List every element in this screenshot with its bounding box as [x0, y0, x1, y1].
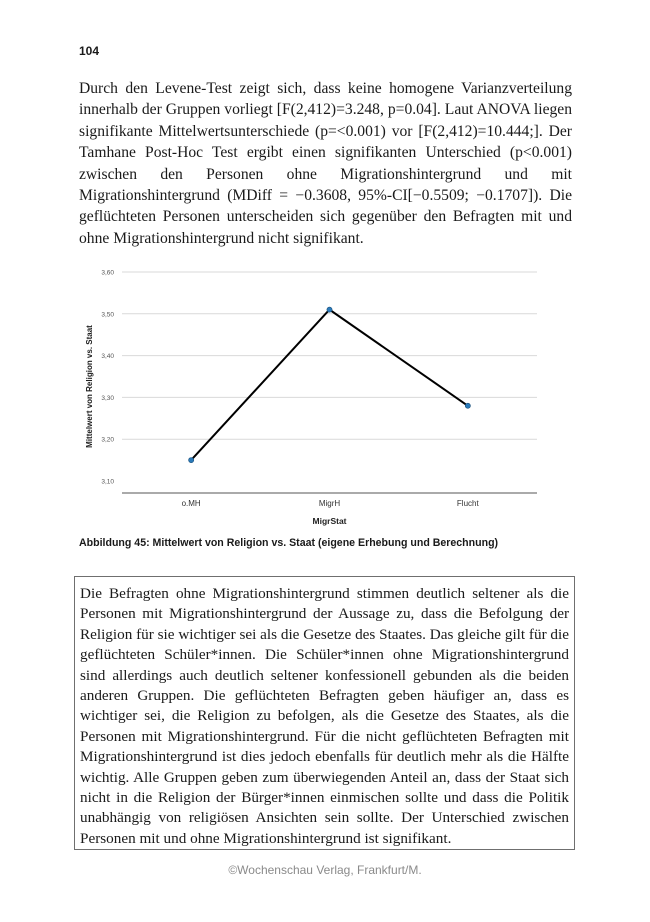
x-tick-label: o.MH: [181, 499, 201, 508]
data-point: [189, 458, 194, 463]
footer-copyright: ©Wochenschau Verlag, Frankfurt/M.: [228, 863, 422, 877]
summary-text: Die Befragten ohne Migrationshintergrund stimmen deutlich seltener als die Personen mit Migrationshintergrund der Aussage zu, dass die Befolgung der Religion für sie wichtiger sei als die Gesetze des Staates. Das gleiche gilt für die geflüchteten Schüler*innen. Die Schüler*innen ohne Migrationshintergrund sind allerdings auch deutlich seltener konfessionell gebunden als die beiden anderen Gruppen. Die geflüchteten Befragten geben häufiger an, dass es wichtiger sei, die Religion zu befolgen, als die Gesetze des Staates, als die Personen mit Migrationshintergrund. Für die nicht geflüchteten Befragten mit Migrationshintergrund ist dies jedoch ebenfalls für deutlich mehr als die Hälfte wichtig. Alle Gruppen geben zum überwiegenden Anteil an, dass der Staat sich nicht in die Religion der Bürger*innen einmischen sollte und dass die Politik unabhängig von religiösen Ansichten sein sollte. Der Unterschied zwischen Personen mit und ohne Migrationshintergrund ist signifikant.: [80, 585, 569, 847]
summary-box: [74, 576, 575, 850]
x-axis-title: MigrStat: [312, 516, 347, 526]
chart-svg: [79, 262, 569, 532]
series-line: [191, 310, 468, 460]
body-paragraph: Durch den Levene-Test zeigt sich, dass keine homogene Varianzverteilung innerhalb der Gruppen vorliegt [F(2,412)=3.248, p=0.04]. Laut ANOVA liegen signifikante Mittelwertsunterschiede (p=<0.001) vor [F(2,412)=10.444;]. Der Tamhane Post-Hoc Test ergibt einen signifikanten Unterschied (p<0.001) zwischen den Personen ohne Migrationshintergrund und mit Migrationshintergrund (MDiff = −0.3608, 95%-CI[−0.5509; −0.1707]). Die geflüchteten Personen unterscheiden sich gegenüber den Befragten mit und ohne Migrationshintergrund nicht signifikant.: [79, 80, 572, 247]
y-tick-label: 3,60: [101, 269, 114, 277]
line-chart: [79, 262, 569, 532]
x-tick-label: Flucht: [456, 499, 479, 508]
data-point: [465, 403, 470, 408]
y-tick-label: 3,20: [101, 436, 114, 444]
page-number: 104: [79, 44, 100, 58]
y-tick-label: 3,10: [101, 478, 114, 486]
y-tick-label: 3,40: [101, 353, 114, 361]
y-tick-label: 3,50: [101, 311, 114, 319]
y-tick-label: 3,30: [101, 394, 114, 402]
data-point: [327, 307, 332, 312]
x-tick-label: MigrH: [318, 499, 341, 508]
figure-caption: Abbildung 45: Mittelwert von Religion vs. Staat (eigene Erhebung und Berechnung): [79, 537, 499, 549]
y-axis-title: Mittelwert von Religion vs. Staat: [85, 325, 94, 448]
